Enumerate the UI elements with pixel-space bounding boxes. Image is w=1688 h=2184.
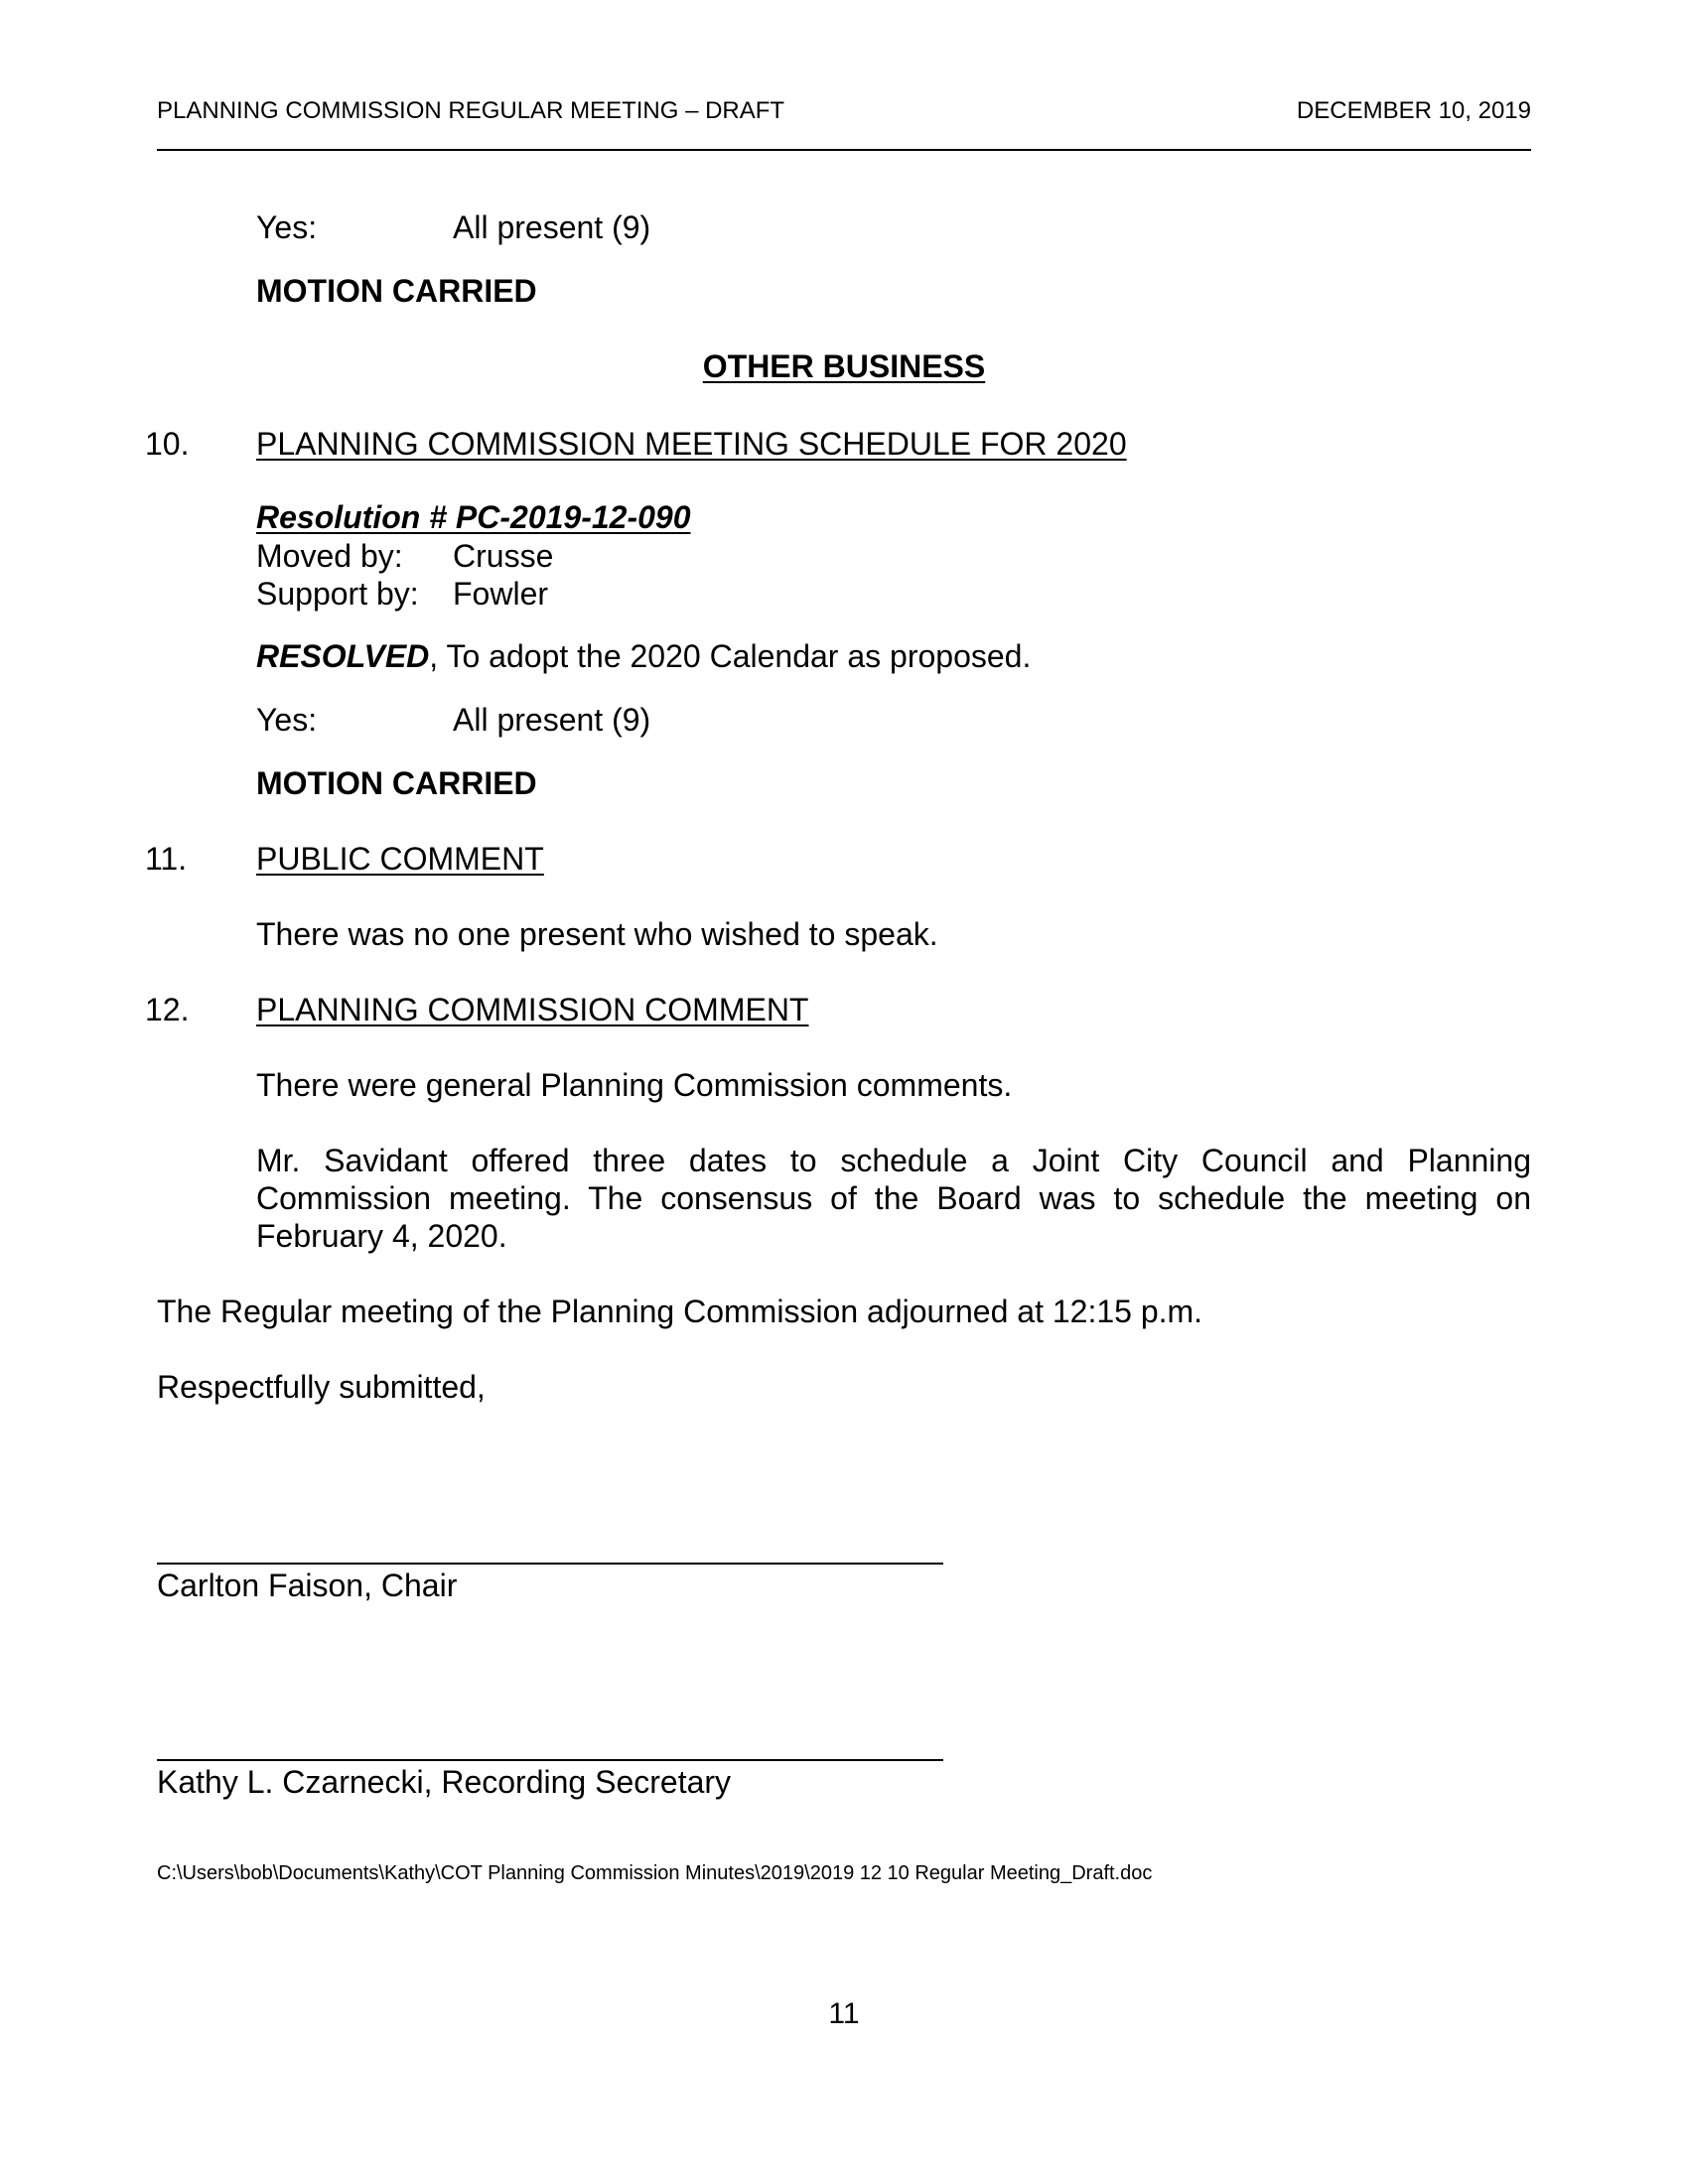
chair-signature-line (157, 1563, 943, 1565)
chair-name: Carlton Faison, Chair (157, 1568, 458, 1603)
top-vote-result: MOTION CARRIED (256, 273, 537, 309)
secretary-signature-line (157, 1759, 943, 1761)
item11-number: 11. (145, 841, 188, 877)
support-by-label: Support by: (256, 576, 419, 612)
moved-by-value: Crusse (453, 538, 554, 574)
submitted-text: Respectfully submitted, (157, 1369, 486, 1405)
item12-text1: There were general Planning Commission comments. (256, 1067, 1013, 1103)
header-rule (157, 149, 1531, 151)
moved-by-label: Moved by: (256, 538, 403, 574)
resolved-word: RESOLVED (256, 638, 430, 674)
top-vote-yes-value: All present (9) (453, 209, 651, 245)
top-vote-yes-label: Yes: (256, 209, 318, 245)
support-by-value: Fowler (453, 576, 549, 612)
secretary-name: Kathy L. Czarnecki, Recording Secretary (157, 1764, 732, 1800)
item12-title: PLANNING COMMISSION COMMENT (256, 992, 809, 1027)
item10-yes-value: All present (9) (453, 702, 651, 738)
resolved-text: , To adopt the 2020 Calendar as proposed. (429, 638, 1032, 674)
adjourn-text: The Regular meeting of the Planning Commission adjourned at 12:15 p.m. (157, 1294, 1203, 1329)
item10-title: PLANNING COMMISSION MEETING SCHEDULE FOR 2020 (256, 426, 1127, 462)
item11-text: There was no one present who wished to speak. (256, 916, 938, 952)
file-path: C:\Users\bob\Documents\Kathy\COT Planning Commission Minutes\2019\2019 12 10 Regular Meeting_Draft.doc (157, 1862, 1153, 1884)
header-date: DECEMBER 10, 2019 (1296, 97, 1531, 124)
item12-number: 12. (145, 992, 190, 1027)
page-number: 11 (828, 1997, 860, 2030)
resolved-line (256, 637, 1031, 675)
resolution-number: Resolution # PC-2019-12-090 (256, 499, 691, 535)
header-title: PLANNING COMMISSION REGULAR MEETING – DRAFT (157, 97, 785, 124)
item12-text2: Mr. Savidant offered three dates to schedule a Joint City Council and Planning Commission meeting. The consensus of the Board was to schedule the meeting on February 4, 2020. (256, 1143, 1531, 1254)
item10-yes-label: Yes: (256, 702, 318, 738)
item10-number: 10. (145, 426, 190, 462)
item10-result: MOTION CARRIED (256, 765, 537, 801)
item11-title: PUBLIC COMMENT (256, 841, 544, 877)
section-heading: OTHER BUSINESS (702, 348, 986, 384)
